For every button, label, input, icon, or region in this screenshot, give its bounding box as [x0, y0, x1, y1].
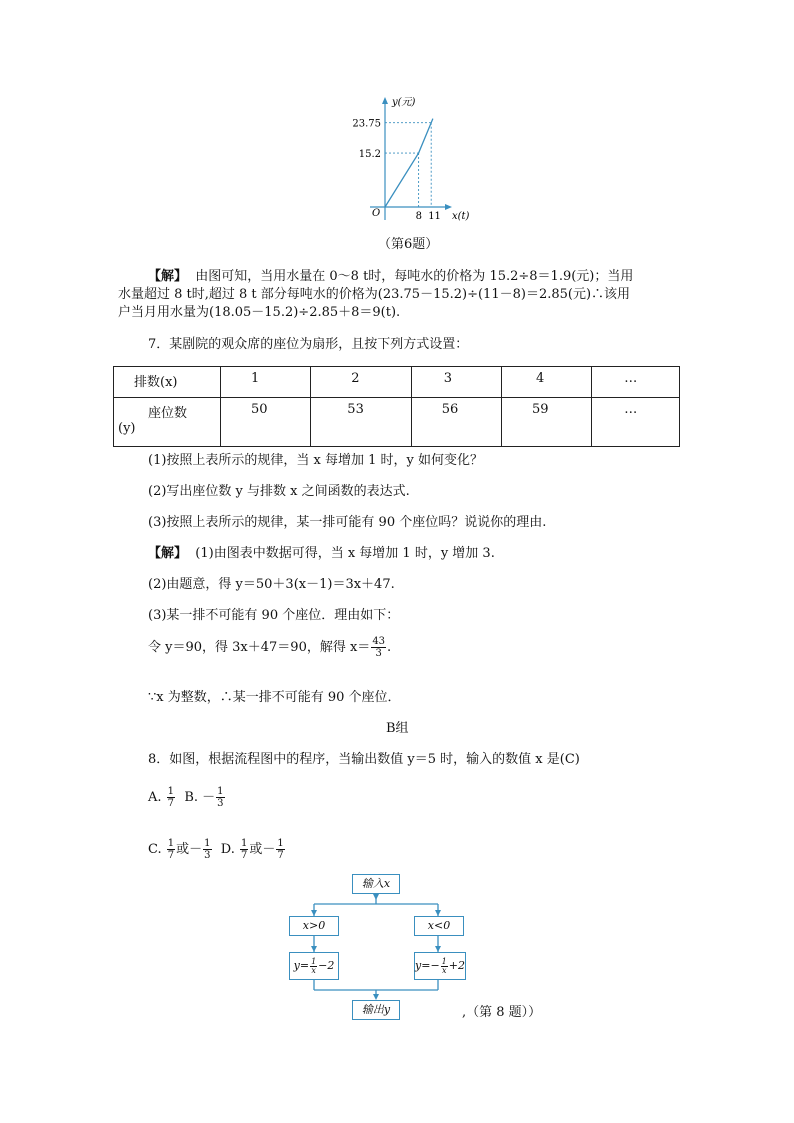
q6-caption: （第6题） — [378, 237, 439, 252]
table-cell: 53 — [311, 398, 411, 447]
sol6-tag: 【解】 — [148, 269, 188, 284]
q7-part2: (2)写出座位数 y 与排数 x 之间函数的表达式. — [148, 484, 410, 499]
flow-output-box: 输出y — [352, 1000, 400, 1020]
origin-label: O — [372, 208, 381, 219]
fraction: $\frac{1}{7}$ — [277, 838, 284, 861]
fraction: $\frac{1}{3}$ — [204, 838, 211, 861]
table-cell: 1 — [221, 367, 311, 398]
fraction: $\frac{1}{x}$ — [311, 956, 317, 975]
sol7-s5: ∵x 为整数，∴某一排不可能有 90 个座位． — [148, 690, 401, 705]
table-header-seats-b: (y) — [118, 421, 136, 436]
sol6-line2: 水量超过 8 t时,超过 8 t 部分每吨水的价格为(23.75－15.2)÷(11－8)＝2.85(元)∴该用 — [118, 287, 631, 302]
sol7-s2: (2)由题意，得 y＝50＋3(x－1)＝3x＋47. — [148, 577, 395, 592]
q7-stem: 7．某剧院的观众席的座位为扇形，且按下列方式设置： — [148, 337, 469, 352]
sol7-line1 — [148, 545, 495, 563]
sol7-s1: (1)由图表中数据可得，当 x 每增加 1 时，y 增加 3. — [195, 546, 495, 561]
q6-chart — [330, 92, 480, 227]
y-axis-label: y(元) — [392, 97, 416, 108]
q8-flowchart — [286, 872, 466, 1022]
series-line — [385, 119, 433, 207]
y-tick-label: 15.2 — [358, 149, 381, 161]
table-cell: 2 — [311, 367, 411, 398]
x-axis-label: x(t) — [452, 211, 470, 222]
y-tick-label: 23.75 — [352, 118, 381, 130]
group-b-heading: B组 — [386, 721, 409, 736]
table-header-seats-a: 座位数 — [148, 406, 188, 421]
flow-formula-left: y= $\frac{1}{x}$ −2 — [289, 952, 339, 980]
x-tick-label: 11 — [428, 211, 441, 222]
q7-part3: (3)按照上表所示的规律，某一排可能有 90 个座位吗？说说你的理由. — [148, 515, 547, 530]
table-row — [114, 367, 680, 398]
sol6-text1: 由图可知，当用水量在 0～8 t时，每吨水的价格为 15.2÷8＝1.9(元)；当用 — [195, 269, 634, 284]
flow-cond-left: x>0 — [289, 916, 339, 936]
q7-part1: (1)按照上表所示的规律，当 x 每增加 1 时，y 如何变化？ — [148, 453, 484, 468]
table-header-rows: 排数(x) — [114, 367, 221, 398]
seat-table — [113, 366, 680, 447]
sol7-tag: 【解】 — [148, 546, 188, 561]
fraction: $\frac{1}{7}$ — [167, 786, 175, 809]
sol6-line1 — [148, 268, 633, 286]
sol7-s3: (3)某一排不可能有 90 个座位．理由如下： — [148, 608, 400, 623]
table-header-seats — [114, 398, 221, 447]
q8-stem: 8．如图，根据流程图中的程序，当输出数值 y＝5 时，输入的数值 x 是(C) — [148, 752, 580, 767]
flow-cond-right: x<0 — [414, 916, 464, 936]
fraction: $\frac{1}{7}$ — [241, 838, 248, 861]
x-tick-label: 8 — [415, 211, 422, 222]
sol7-s4: 令 y＝90，得 3x＋47＝90，解得 x＝ $\frac{43}{3}$ . — [148, 636, 392, 659]
q8-options-ab: A. $\frac{1}{7}$ B. － $\frac{1}{3}$ — [148, 786, 224, 809]
q6-chart-svg — [330, 92, 480, 227]
flow-input-box: 输入x — [352, 874, 400, 894]
table-cell: … — [592, 367, 680, 398]
table-cell: 56 — [411, 398, 501, 447]
q8-options-cd: C. $\frac{1}{7}$ 或－ $\frac{1}{3}$ D. $\frac{1}{7}$ 或－ $\frac{1}{7}$ — [148, 838, 284, 861]
sol6-line3: 户当月用水量为(18.05－15.2)÷2.85＋8＝9(t). — [118, 305, 401, 320]
sol7-s4-pre: 令 y＝90，得 3x＋47＝90，解得 x＝ — [148, 640, 371, 655]
table-cell: 59 — [502, 398, 592, 447]
fraction: $\frac{1}{x}$ — [441, 956, 447, 975]
fraction: $\frac{43}{3}$ — [372, 636, 386, 659]
x-axis-arrow — [445, 204, 452, 210]
q8-caption: ,（第 8 题）） — [462, 1005, 542, 1020]
table-cell: 50 — [221, 398, 311, 447]
fraction: $\frac{1}{7}$ — [167, 838, 175, 861]
y-axis-arrow — [382, 97, 388, 104]
table-row — [114, 398, 680, 447]
table-cell: … — [592, 398, 680, 447]
table-cell: 4 — [502, 367, 592, 398]
fraction: $\frac{1}{3}$ — [217, 786, 224, 809]
table-cell: 3 — [411, 367, 501, 398]
flow-formula-right: y=− $\frac{1}{x}$ +2 — [414, 952, 466, 980]
